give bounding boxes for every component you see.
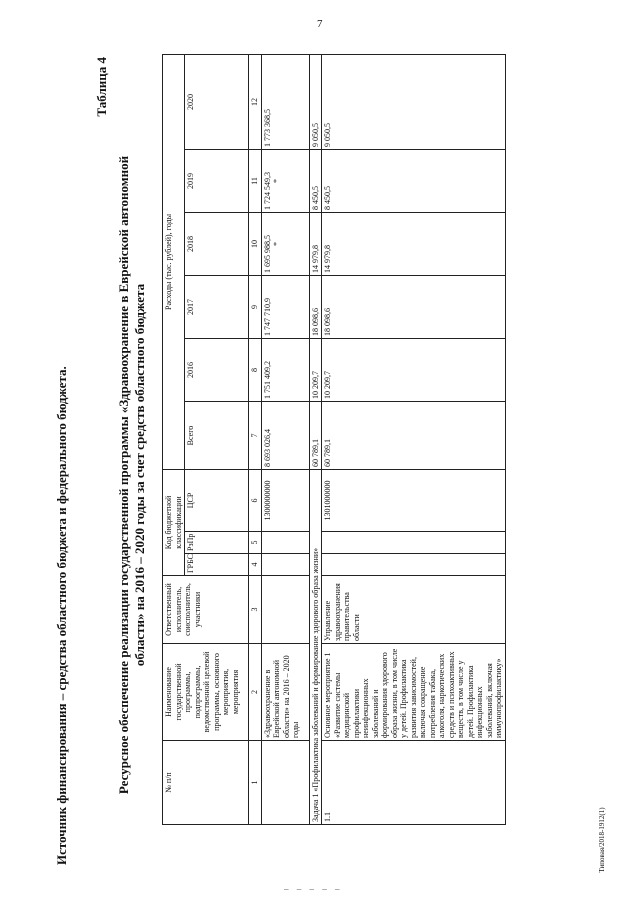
header-budget-code: Код бюджетной классификации [163,470,185,576]
column-number: 2 [249,644,262,741]
column-number: 1 [249,741,262,825]
header-year-2020: 2020 [185,54,249,149]
header-name: Наименование государственной программы, подпрограммы, ведомственной целевой программы, основного мероприятия, мероприятия [163,644,249,741]
program-2018-mark: * [272,242,281,246]
task-2016: 10 209,7 [309,339,322,402]
header-responsible: Ответственный исполнитель, соисполнитель, участники [163,576,249,644]
program-row [261,54,309,824]
task-2019: 8 450,5 [309,150,322,213]
measure-2020: 9 050,5 [322,54,506,149]
column-number: 3 [249,576,262,644]
table-label: Таблица 4 [94,57,109,117]
program-2020: 1 773 368,5 [261,54,309,149]
header-year-2016: 2016 [185,339,249,402]
column-number: 5 [249,532,262,554]
program-2019: 1 724 549,3 * [261,150,309,213]
measure-2017: 18 098,6 [322,276,506,339]
program-name: «Здравоохранение в Еврейской автономной области» на 2016 – 2020 годы [261,644,309,741]
measure-row [322,54,506,824]
task-total: 60 789,1 [309,402,322,470]
funding-source-heading: Источник финансирования – средства областного бюджета и федерального бюджета. [54,366,69,865]
resource-table-wrapper [162,55,506,825]
program-csr: 1300000000 [261,470,309,532]
column-number: 11 [249,150,262,213]
header-year-2019: 2019 [185,150,249,213]
measure-responsible: Управление здравоохранения правительства области [322,576,506,644]
column-number: 6 [249,470,262,532]
header-year-2017: 2017 [185,276,249,339]
resource-table [162,54,506,825]
program-total: 8 693 026,4 [261,402,309,470]
column-number: 10 [249,213,262,276]
header-num: № п/п [163,741,249,825]
header-year-2018: 2018 [185,213,249,276]
task-2018: 14 979,8 [309,213,322,276]
program-2016: 1 751 409,2 [261,339,309,402]
header-expenses: Расходы (тыс. рублей), годы [163,54,185,469]
header-grbs: ГРБС [185,554,249,576]
measure-2019: 8 450,5 [322,150,506,213]
column-number: 9 [249,276,262,339]
measure-total: 60 789,1 [322,402,506,470]
measure-num: 1.1 [322,741,506,825]
header-csr: ЦСР [185,470,249,532]
task-label: Задача 1 «Профилактика заболеваний и формирование здорового образа жизни» [309,470,322,825]
measure-name: Основное мероприятие 1 «Развитие системы медицинской профилактики неинфекционных заболеваний и формирования здорового образа жизни, в том числе у детей. Профилактика развития зависимостей, включая сокращение потребления табака, алкоголя, наркотических средств и психоактивных веществ, в том числе у детей. Профилактика инфекционных заболеваний, включая иммунопрофилактику» [322,644,506,741]
document-id: Типовая/2018-1912(1) [598,807,606,873]
measure-2016: 10 209,7 [322,339,506,402]
header-rzpr: РзПр [185,532,249,554]
column-number: 8 [249,339,262,402]
header-total: Всего [185,402,249,470]
column-number: 12 [249,54,262,149]
measure-csr: 1301000000 [322,470,506,532]
program-2018: 1 695 988,5 * [261,213,309,276]
task-2020: 9 050,5 [309,54,322,149]
page-number: 7 [317,18,323,30]
task-row [309,54,322,824]
task-2017: 18 098,6 [309,276,322,339]
table-caption: Ресурсное обеспечение реализации государственной программы «Здравоохранение в Еврейской автономной области» на 2016 – 2020 годы за счет средств областного бюджета [116,155,147,795]
rotated-page-content [54,45,574,865]
program-2019-mark: * [272,179,281,183]
program-2017: 1 747 710,9 [261,276,309,339]
measure-2018: 14 979,8 [322,213,506,276]
footer-dashes: – – – – – [284,884,343,894]
column-number: 7 [249,402,262,470]
column-number: 4 [249,554,262,576]
